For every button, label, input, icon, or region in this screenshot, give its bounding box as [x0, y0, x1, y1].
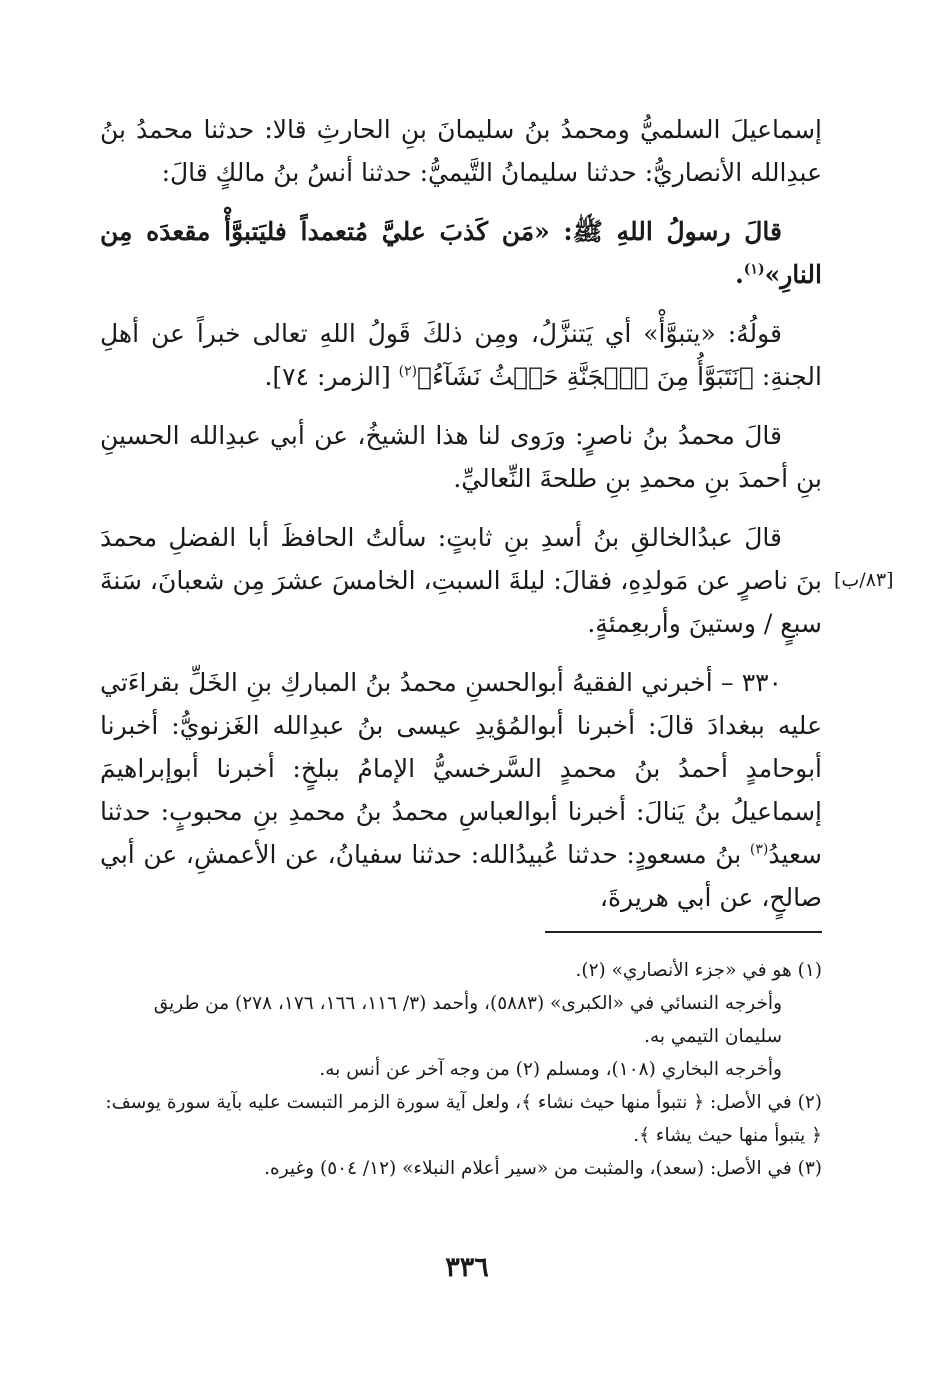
footnote-2: (٢) في الأصل: ﴿ نتبوأ منها حيث نشاء ﴾، ولعل آية سورة الزمر التبست عليه بآية سورة يوسف: ﴿ يتبوأ منها حيث يشاء ﴾.	[105, 1092, 822, 1146]
explanation-text: قولُهُ: «يتبوَّأْ» أي يَتنزَّلُ، ومِن ذلكَ قَولُ اللهِ تعالى خبراً عن أهلِ الجنةِ: ﴿نَتَبَوَّأُ مِنَ ٱلۡجَنَّةِ حَيۡثُ نَشَآءُ﴾	[100, 319, 822, 391]
hadith-text: قالَ رسولُ اللهِ ﷺ: «مَن كَذبَ عليَّ مُتعمداً فليَتبوَّأْ مقعدَه مِن النارِ»	[100, 217, 822, 289]
hadith-end: .	[735, 260, 744, 289]
page-number: ٣٣٦	[445, 1252, 489, 1283]
footnote-1: (١) هو في «جزء الأنصاري» (٢).	[575, 960, 822, 981]
footnote-divider	[545, 931, 822, 933]
footnote-1-more: وأخرجه البخاري (١٠٨)، ومسلم (٢) من وجه آخر عن أنس به.	[319, 1059, 782, 1080]
quran-citation: [الزمر: ٧٤].	[264, 362, 399, 391]
footnote-ref-1: (١)	[743, 261, 765, 278]
manuscript-folio-marker: [٨٣/ب]	[834, 569, 894, 591]
paragraph-330	[100, 661, 822, 919]
footnote-ref-3: (٣)	[749, 841, 769, 858]
paragraph-explanation	[100, 312, 822, 398]
footnote-3: (٣) في الأصل: (سعد)، والمثبت من «سير أعلام النبلاء» (١٢/ ٥٠٤) وغيره.	[264, 1158, 822, 1179]
paragraph-chain: إسماعيلَ السلميُّ ومحمدُ بنُ سليمانَ بنِ الحارثِ قالا: حدثنا محمدُ بنُ عبدِالله الأنصاريُّ: حدثنا سليمانُ التَّيميُّ: حدثنا أنسُ بنُ مالكٍ قالَ:	[100, 115, 822, 187]
paragraph-birth: قالَ عبدُالخالقِ بنُ أسدِ بنِ ثابتٍ: سألتُ الحافظَ أبا الفضلِ محمدَ بنَ ناصرٍ عن مَولدِهِ، فقالَ: ليلةَ السبتِ، الخامسَ عشرَ مِن شعبانَ، سَنةَ سبعٍ / وستينَ وأربعِمئةٍ.	[100, 523, 822, 638]
main-text	[100, 108, 822, 935]
footnote-ref-2: (٢)	[398, 363, 418, 380]
footnote-1-sources: وأخرجه النسائي في «الكبرى» (٥٨٨٣)، وأحمد (٣/ ١١٦، ١٦٦، ١٧٦، ٢٧٨) من طريق سليمان التيمي به.	[153, 993, 782, 1047]
chain-330-end: بنُ مسعودٍ: حدثنا عُبيدُالله: حدثنا سفيانُ، عن الأعمشِ، عن أبي صالحٍ، عن أبي هريرةَ،	[100, 840, 822, 912]
paragraph-hadith	[100, 210, 822, 296]
paragraph-narration: قالَ محمدُ بنُ ناصرٍ: ورَوى لنا هذا الشيخُ، عن أبي عبدِالله الحسينِ بنِ أحمدَ بنِ محمدِ بنِ طلحةَ النِّعاليِّ.	[100, 421, 822, 493]
footnotes	[100, 954, 822, 1185]
chain-330-text: ٣٣٠ – أخبرني الفقيهُ أبوالحسنِ محمدُ بنُ المباركِ بنِ الخَلِّ بقراءَتي عليه ببغدادَ قالَ: أخبرنا أبوالمُؤيدِ عيسى بنُ عبدِالله الغَزنويُّ: أخبرنا أبوحامدٍ أحمدُ بنُ محمدٍ السَّرخسيُّ الإمامُ ببلخٍ: أخبرنا أبوإبراهيمَ إسماعيلُ بنُ يَنالَ: أخبرنا أبوالعباسِ محمدُ بنُ محمدِ بنِ محبوبٍ: حدثنا سعيدُ	[100, 668, 822, 869]
